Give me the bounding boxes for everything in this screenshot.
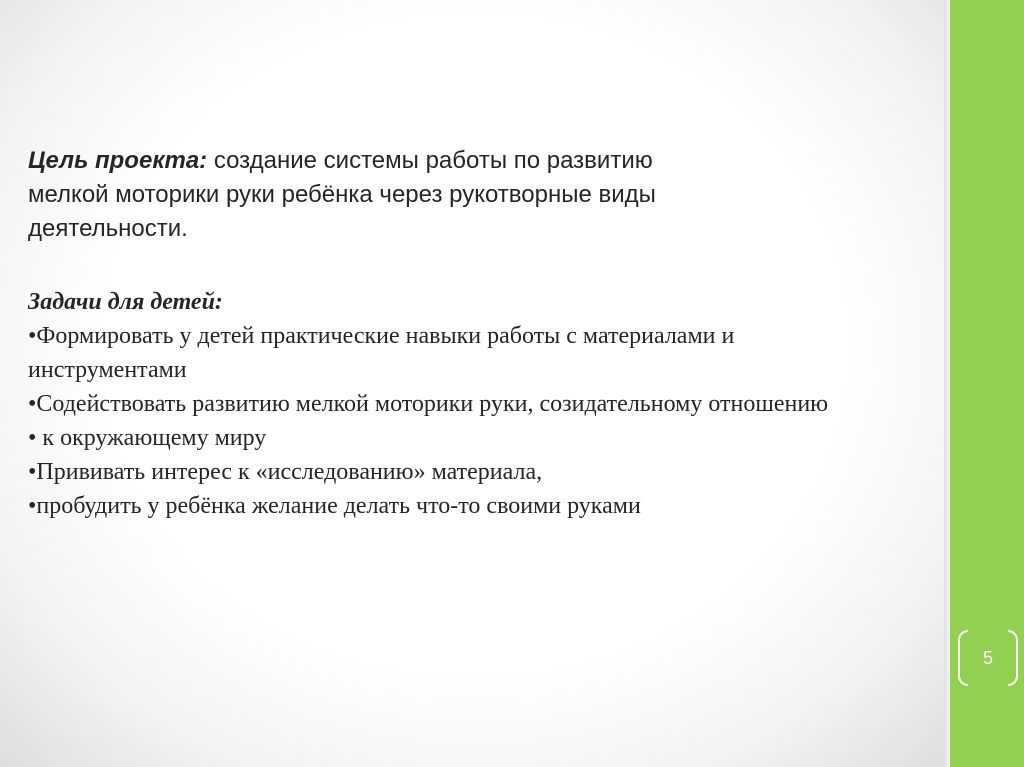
task-item: •Прививать интерес к «исследованию» материала, <box>28 459 543 485</box>
goal-line-2: мелкой моторики руки ребёнка через рукотворные виды <box>28 181 656 208</box>
page-number-badge <box>958 630 1018 686</box>
goal-label: Цель проекта: <box>28 147 208 174</box>
task-item: • к окружающему миру <box>28 425 267 451</box>
task-item: •Формировать у детей практические навыки работы с материалами и инструментами <box>28 323 735 383</box>
task-item: •пробудить у ребёнка желание делать что-то своими руками <box>28 493 641 519</box>
task-item: •Содействовать развитию мелкой моторики руки, созидательному отношению <box>28 391 829 417</box>
goal-line-3: деятельности. <box>28 215 188 242</box>
tasks-section <box>28 285 908 523</box>
tasks-heading: Задачи для детей: <box>28 289 223 315</box>
page-number: 5 <box>982 648 993 668</box>
goal-paragraph <box>28 144 848 246</box>
goal-line-1: создание системы работы по развитию <box>207 147 653 174</box>
